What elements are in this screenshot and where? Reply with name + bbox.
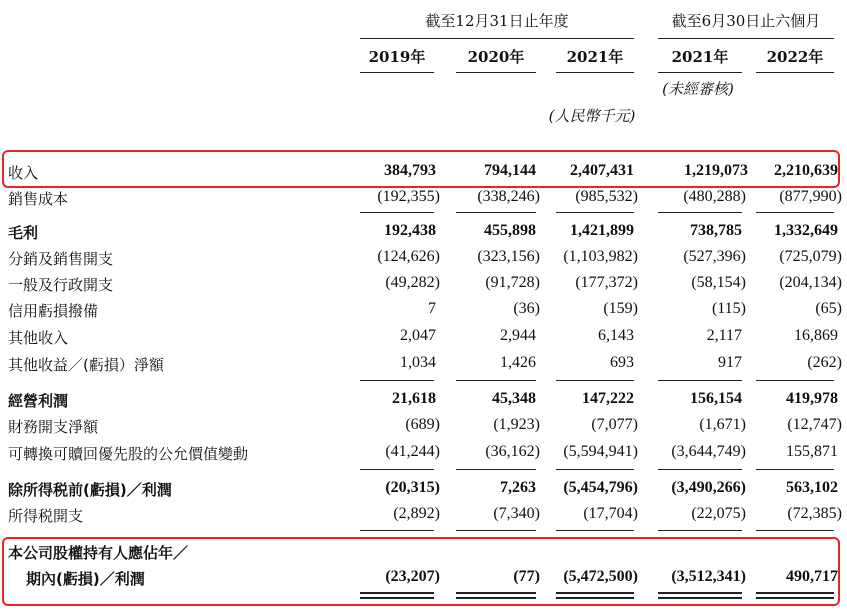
cell-value: (192,355) — [377, 188, 440, 205]
year-rule — [360, 72, 434, 73]
cell-value: (527,396) — [683, 248, 746, 265]
subtotal-rule — [360, 212, 434, 213]
year-header-2020: 2020年 — [467, 48, 525, 66]
cell-value: 693 — [610, 354, 634, 371]
double-rule — [658, 597, 742, 599]
year-rule — [456, 72, 536, 73]
cell-value: 1,332,649 — [774, 222, 838, 239]
row-label-general-admin: 一般及行政開支 — [8, 276, 114, 294]
row-label-gross-profit: 毛利 — [8, 224, 39, 242]
unit-note: (人民幣千元) — [548, 107, 636, 125]
cell-value: (5,472,500) — [563, 568, 638, 585]
cell-value: (338,246) — [477, 188, 540, 205]
cell-value: 1,426 — [500, 354, 536, 371]
cell-value: (20,315) — [385, 479, 440, 496]
cell-value: (49,282) — [385, 274, 440, 291]
double-rule — [756, 597, 834, 599]
subtotal-rule — [456, 530, 536, 531]
cell-value: 2,210,639 — [774, 162, 838, 179]
double-rule — [756, 592, 834, 594]
cell-value: 490,717 — [786, 568, 838, 585]
cell-value: (22,075) — [691, 505, 746, 522]
cell-value: 384,793 — [384, 162, 436, 179]
cell-value: (36) — [513, 300, 540, 317]
row-label-attributable-line1: 本公司股權持有人應佔年／ — [8, 544, 189, 562]
year-rule — [556, 72, 634, 73]
cell-value: 21,618 — [392, 390, 436, 407]
subtotal-rule — [556, 530, 634, 531]
cell-value: 45,348 — [492, 390, 536, 407]
year-rule — [756, 72, 834, 73]
double-rule — [556, 592, 634, 594]
cell-value: 738,785 — [690, 222, 742, 239]
header-rule — [658, 38, 834, 39]
cell-value: 419,978 — [786, 390, 838, 407]
cell-value: (115) — [711, 300, 746, 317]
row-label-revenue: 收入 — [8, 164, 39, 182]
row-label-attributable-line2: 期內(虧損)／利潤 — [26, 570, 145, 588]
cell-value: 2,117 — [706, 327, 742, 344]
unaudited-note: (未經審核) — [662, 80, 734, 98]
cell-value: (36,162) — [485, 443, 540, 460]
cell-value: (12,747) — [787, 416, 842, 433]
cell-value: (17,704) — [583, 505, 638, 522]
subtotal-rule — [756, 212, 834, 213]
double-rule — [456, 592, 536, 594]
cell-value: (204,134) — [779, 274, 842, 291]
cell-value: (72,385) — [787, 505, 842, 522]
cell-value: 2,407,431 — [570, 162, 634, 179]
subtotal-rule — [658, 469, 742, 470]
row-label-finance-costs: 財務開支淨額 — [8, 418, 99, 436]
row-label-credit-loss: 信用虧損撥備 — [8, 302, 99, 320]
cell-value: (1,923) — [493, 416, 540, 433]
subtotal-rule — [360, 380, 434, 381]
year-header-2021-h1: 2021年 — [671, 48, 729, 66]
cell-value: (3,512,341) — [671, 568, 746, 585]
subtotal-rule — [658, 212, 742, 213]
row-label-distribution-selling: 分銷及銷售開支 — [8, 250, 114, 268]
subtotal-rule — [556, 469, 634, 470]
subtotal-rule — [756, 380, 834, 381]
subtotal-rule — [658, 530, 742, 531]
year-header-2021: 2021年 — [566, 48, 624, 66]
row-label-profit-before-tax: 除所得税前(虧損)／利潤 — [8, 481, 172, 499]
header-rule — [360, 38, 634, 39]
cell-value: (58,154) — [691, 274, 746, 291]
cell-value: 7 — [428, 300, 436, 317]
cell-value: (5,454,796) — [563, 479, 638, 496]
row-label-fair-value-change: 可轉換可贖回優先股的公允價值變動 — [8, 445, 249, 463]
cell-value: (262) — [807, 354, 842, 371]
cell-value: 155,871 — [786, 443, 838, 460]
cell-value: 794,144 — [484, 162, 536, 179]
subtotal-rule — [456, 212, 536, 213]
year-header-2019: 2019年 — [368, 48, 426, 66]
cell-value: (5,594,941) — [563, 443, 638, 460]
row-label-other-income: 其他收入 — [8, 329, 69, 347]
cell-value: 1,034 — [400, 354, 436, 371]
cell-value: 563,102 — [786, 479, 838, 496]
double-rule — [556, 597, 634, 599]
subtotal-rule — [360, 530, 434, 531]
cell-value: (177,372) — [575, 274, 638, 291]
cell-value: 147,222 — [582, 390, 634, 407]
subtotal-rule — [556, 380, 634, 381]
cell-value: 156,154 — [690, 390, 742, 407]
cell-value: (159) — [603, 300, 638, 317]
double-rule — [456, 597, 536, 599]
subtotal-rule — [556, 212, 634, 213]
cell-value: (985,532) — [575, 188, 638, 205]
cell-value: 192,438 — [384, 222, 436, 239]
cell-value: (2,892) — [393, 505, 440, 522]
cell-value: 1,421,899 — [570, 222, 634, 239]
row-label-operating-profit: 經營利潤 — [8, 392, 69, 410]
year-header-2022-h1: 2022年 — [766, 48, 824, 66]
cell-value: (689) — [405, 416, 440, 433]
cell-value: 6,143 — [598, 327, 634, 344]
year-rule — [658, 72, 742, 73]
cell-value: (725,079) — [779, 248, 842, 265]
cell-value: (1,671) — [699, 416, 746, 433]
subtotal-rule — [456, 469, 536, 470]
subtotal-rule — [456, 380, 536, 381]
subtotal-rule — [756, 469, 834, 470]
row-label-cost-of-sales: 銷售成本 — [8, 190, 69, 208]
cell-value: (124,626) — [377, 248, 440, 265]
subtotal-rule — [756, 530, 834, 531]
cell-value: (7,077) — [591, 416, 638, 433]
cell-value: (77) — [513, 568, 540, 585]
cell-value: (877,990) — [779, 188, 842, 205]
cell-value: 2,944 — [500, 327, 536, 344]
cell-value: (65) — [815, 300, 842, 317]
cell-value: (23,207) — [385, 568, 440, 585]
header-group-year-end: 截至12月31日止年度 — [425, 12, 569, 30]
cell-value: 455,898 — [484, 222, 536, 239]
cell-value: 16,869 — [794, 327, 838, 344]
cell-value: (91,728) — [485, 274, 540, 291]
cell-value: (323,156) — [477, 248, 540, 265]
double-rule — [360, 597, 434, 599]
row-label-income-tax: 所得税開支 — [8, 507, 84, 525]
subtotal-rule — [360, 469, 434, 470]
cell-value: 2,047 — [400, 327, 436, 344]
subtotal-rule — [658, 380, 742, 381]
double-rule — [360, 592, 434, 594]
cell-value: (1,103,982) — [563, 248, 638, 265]
cell-value: (7,340) — [493, 505, 540, 522]
cell-value: (3,644,749) — [671, 443, 746, 460]
row-label-other-gains-losses: 其他收益／(虧損）淨額 — [8, 356, 164, 374]
cell-value: 1,219,073 — [684, 162, 748, 179]
cell-value: (480,288) — [683, 188, 746, 205]
cell-value: 917 — [718, 354, 742, 371]
cell-value: (41,244) — [385, 443, 440, 460]
cell-value: 7,263 — [500, 479, 536, 496]
cell-value: (3,490,266) — [671, 479, 746, 496]
header-group-six-months: 截至6月30日止六個月 — [671, 12, 821, 30]
double-rule — [658, 592, 742, 594]
